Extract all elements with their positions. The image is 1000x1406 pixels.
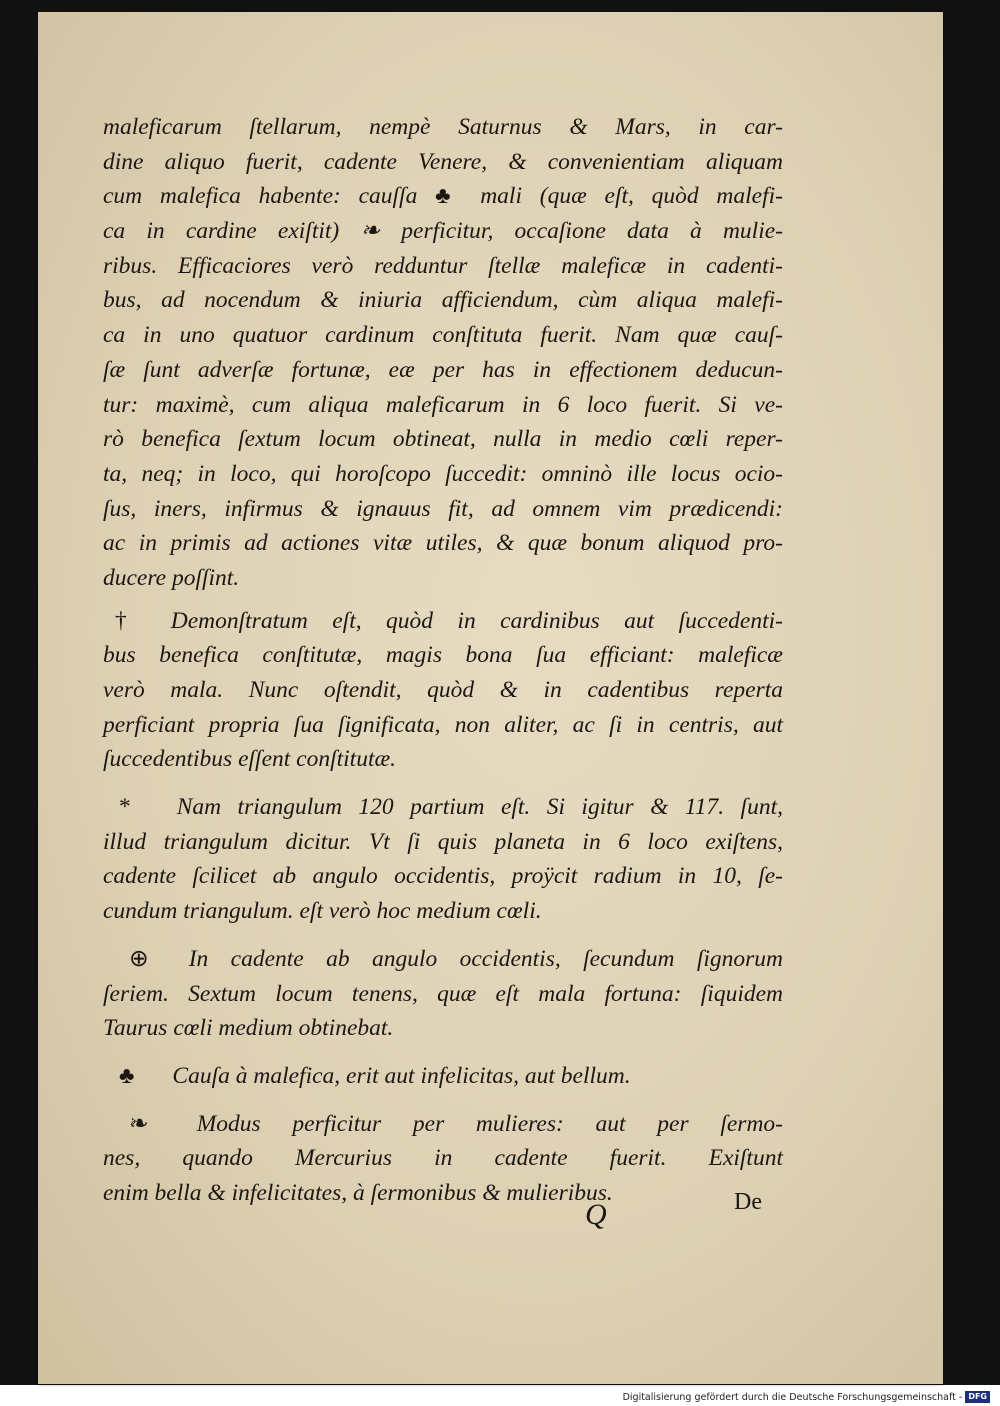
text-line: ducere poſſint. [103,564,240,591]
note-line: In cadente ab angulo occidentis, ſecundum ſignorum [188,945,783,972]
signature-mark: Q [585,1198,607,1231]
text-line: tur: maximè, cum aliqua maleficarum in 6 loco fuerit. Si ve- [103,391,783,418]
circle-cross-mark: ⊕ [129,945,149,972]
asterisk-mark: * [119,794,131,821]
note-line: perficiant propria ſua ſignificata, non aliter, ac ſi in centris, aut [103,711,783,738]
text-line: cum malefica habente: cauſſa ♣ mali (quæ eſt, quòd malefi- [103,183,783,210]
text-line: dine aliquo fuerit, cadente Venere, & convenientiam aliquam [103,148,783,175]
text-line: maleficarum ſtellarum, nempè Saturnus & Mars, in car- [103,114,783,140]
text-line: ſus, iners, infirmus & ignauus fit, ad omnem vim prædicendi: [103,495,783,522]
text-line: ca in cardine exiſtit) ❧ perficitur, occaſione data à mulie- [103,218,783,245]
note-line: cadente ſcilicet ab angulo occidentis, proÿcit radium in 10, ſe- [103,863,783,890]
club-mark: ♣ [119,1062,135,1089]
footer-text: Digitalisierung gefördert durch die Deutsche Forschungsgemeinschaft - [622,1391,963,1403]
note-line: illud triangulum dicitur. Vt ſi quis planeta in 6 loco exiſtens, [103,828,783,855]
text-line: ribus. Efficaciores verò redduntur ſtellæ maleficæ in cadenti- [103,252,783,279]
fleuron-mark: ❧ [129,1110,149,1137]
note-line: bus benefica conſtitutæ, magis bona ſua efficiant: maleficæ [103,642,783,669]
note-line: nes, quando Mercurius in cadente fuerit. Exiſtunt [103,1145,783,1172]
note-club [103,1059,783,1094]
note-line: Nam triangulum 120 partium eſt. Si igitur & 117. ſunt, [176,794,783,821]
text-line: rò benefica ſextum locum obtineat, nulla in medio cœli reper- [103,426,783,453]
note-line: Cauſa à malefica, erit aut infelicitas, aut bellum. [172,1062,631,1089]
catchword: De [734,1189,762,1215]
text-line: ſæ ſunt adverſæ fortunæ, eæ per has in effectionem deducun- [103,356,783,383]
text-line: ca in uno quatuor cardinum conſtituta fuerit. Nam quæ cauſ- [103,322,783,349]
footer-credit [623,1391,990,1403]
note-asterisk [103,790,783,825]
text-line: ac in primis ad actiones vitæ utiles, & quæ bonum aliquod pro- [103,530,783,557]
text-line: bus, ad nocendum & iniuria afficiendum, cùm aliqua malefi- [103,287,783,314]
note-line: Demonſtratum eſt, quòd in cardinibus aut ſuccedenti- [170,607,783,634]
note-line: Modus perficitur per mulieres: aut per ſermo- [196,1110,783,1137]
note-line: ſuccedentibus eſſent conſtitutæ. [103,746,397,773]
note-circle-cross [103,942,783,977]
note-line: verò mala. Nunc oſtendit, quòd & in cadentibus reperta [103,677,783,703]
note-line: ſeriem. Sextum locum tenens, quæ eſt mala fortuna: ſiquidem [103,980,783,1007]
note-dagger [103,604,783,639]
page-text [103,110,783,1211]
dagger-mark: † [115,607,127,634]
note-line: cundum triangulum. eſt verò hoc medium cœli. [103,898,542,925]
note-line: enim bella & infelicitates, à ſermonibus & mulieribus. [103,1179,613,1206]
note-fleuron [103,1107,783,1142]
text-line: ta, neq; in loco, qui horoſcopo ſuccedit: omninò ille locus ocio- [103,460,783,487]
dfg-logo: DFG [965,1391,990,1403]
note-line: Taurus cœli medium obtinebat. [103,1015,394,1042]
